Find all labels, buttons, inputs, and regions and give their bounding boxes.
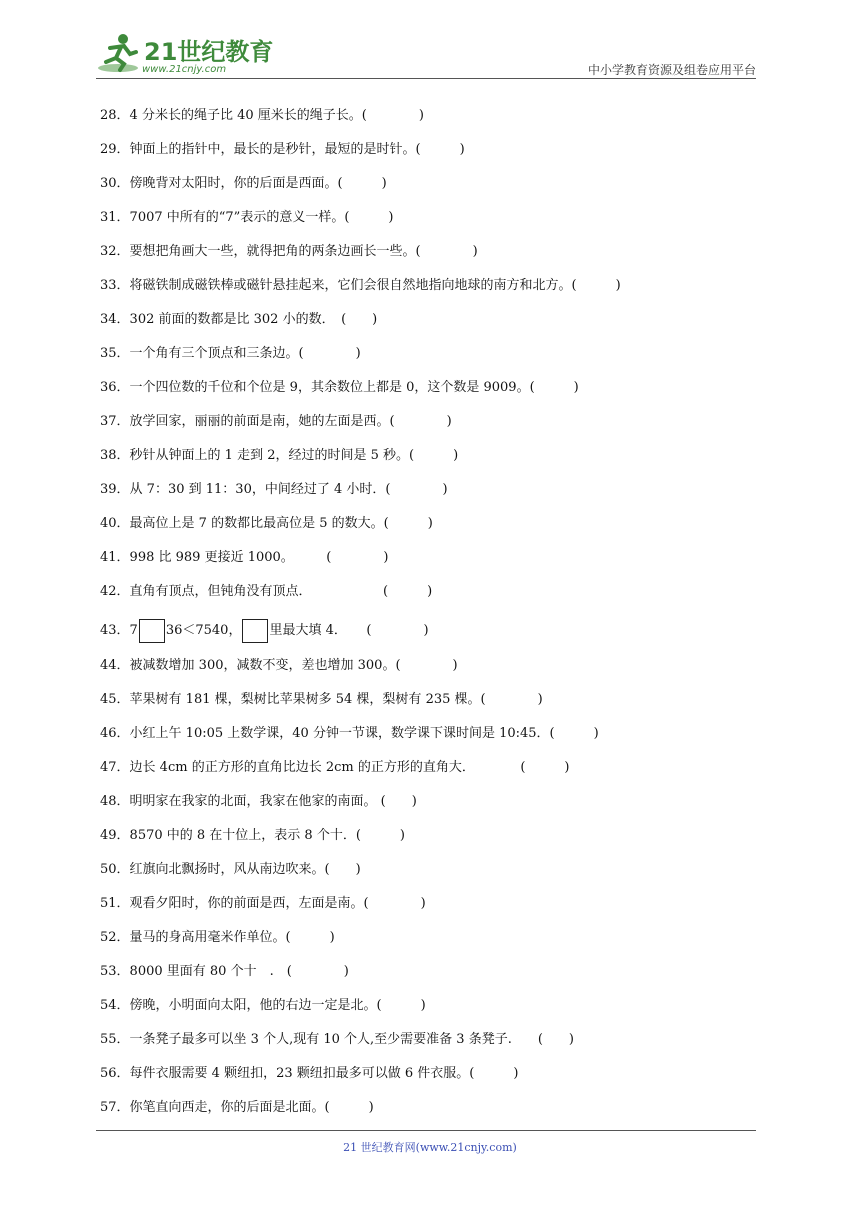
question-text: 被减数增加 300，减数不变，差也增加 300。( )	[129, 658, 458, 673]
question-text: 傍晚背对太阳时，你的后面是西面。( )	[129, 176, 387, 191]
question-item	[100, 548, 388, 568]
question-item	[100, 242, 478, 262]
question-number: 33．	[100, 278, 130, 293]
question-number: 39．	[100, 482, 130, 497]
question-item	[100, 1064, 518, 1084]
question-text: 明明家在我家的北面，我家在他家的南面。 ( )	[129, 794, 417, 809]
question-number: 29．	[100, 142, 130, 157]
question-item	[100, 724, 599, 744]
question-item	[100, 792, 417, 812]
question-item	[100, 140, 465, 160]
question-item	[100, 412, 452, 432]
question-number: 49．	[100, 828, 130, 843]
question-text: 7007 中所有的“7”表示的意义一样。( )	[129, 210, 394, 225]
question-text: 量马的身高用毫米作单位。( )	[129, 930, 335, 945]
question-item	[100, 446, 458, 466]
question-number: 36．	[100, 380, 130, 395]
question-item	[100, 826, 405, 846]
question-number: 41．	[100, 550, 130, 565]
question-number: 48．	[100, 794, 130, 809]
question-text: 将磁铁制成磁铁棒或磁针悬挂起来，它们会很自然地指向地球的南方和北方。( )	[129, 278, 621, 293]
question-text: 4 分米长的绳子比 40 厘米长的绳子长。( )	[129, 108, 424, 123]
question-text-part: 里最大填 4． ( )	[269, 623, 429, 638]
question-number: 53．	[100, 964, 130, 979]
question-text-part: 36＜7540，	[165, 623, 242, 638]
question-item	[100, 690, 543, 710]
question-number: 42．	[100, 584, 130, 599]
question-number: 51．	[100, 896, 130, 911]
question-number: 30．	[100, 176, 130, 191]
question-number: 31．	[100, 210, 130, 225]
site-logo	[96, 28, 274, 78]
logo-title: 21世纪教育	[144, 38, 274, 66]
question-item	[100, 106, 424, 126]
question-text: 小红上午 10:05 上数学课，40 分钟一节课，数学课下课时间是 10:45．( )	[129, 726, 599, 741]
question-number: 45．	[100, 692, 130, 707]
question-text: 直角有顶点，但钝角没有顶点． ( )	[129, 584, 433, 599]
question-item	[100, 962, 349, 982]
question-number: 37．	[100, 414, 130, 429]
header-divider	[96, 78, 756, 79]
question-text-part: 7	[129, 623, 138, 638]
question-number: 55．	[100, 1032, 130, 1047]
question-number: 52．	[100, 930, 130, 945]
question-text: 每件衣服需要 4 颗纽扣，23 颗纽扣最多可以做 6 件衣服。( )	[129, 1066, 519, 1081]
platform-name: 中小学教育资源及组卷应用平台	[587, 63, 756, 77]
question-text: 红旗向北飘扬时，风从南边吹来。( )	[129, 862, 361, 877]
footer-link[interactable]: 21 世纪教育网(www.21cnjy.com)	[343, 1141, 517, 1154]
runner-logo-icon	[96, 32, 142, 74]
question-text: 秒针从钟面上的 1 走到 2，经过的时间是 5 秒。( )	[129, 448, 459, 463]
question-text: 8000 里面有 80 个十 . ( )	[129, 964, 349, 979]
question-text: 8570 中的 8 在十位上，表示 8 个十．( )	[129, 828, 405, 843]
question-text: 你笔直向西走，你的后面是北面。( )	[129, 1100, 374, 1115]
question-number: 47．	[100, 760, 130, 775]
blank-box	[242, 619, 268, 643]
question-item	[100, 1030, 574, 1050]
question-number: 44．	[100, 658, 130, 673]
question-item	[100, 310, 377, 330]
question-number: 28．	[100, 108, 130, 123]
question-number: 40．	[100, 516, 130, 531]
question-item	[100, 758, 569, 778]
question-number: 38．	[100, 448, 130, 463]
question-item	[100, 208, 393, 228]
question-number: 43．	[100, 623, 130, 638]
question-text: 观看夕阳时，你的前面是西，左面是南。( )	[129, 896, 426, 911]
question-number: 46．	[100, 726, 130, 741]
page-header	[96, 28, 756, 78]
question-item	[100, 174, 387, 194]
question-number: 50．	[100, 862, 130, 877]
question-text: 一条凳子最多可以坐 3 个人,现有 10 个人,至少需要准备 3 条凳子. ( )	[129, 1032, 574, 1047]
question-item	[100, 1098, 374, 1118]
question-number: 34．	[100, 312, 130, 327]
question-item	[100, 378, 579, 398]
question-item	[100, 860, 361, 880]
question-number: 32．	[100, 244, 130, 259]
question-item	[100, 344, 361, 364]
question-number: 57．	[100, 1100, 130, 1115]
question-text: 要想把角画大一些，就得把角的两条边画长一些。( )	[129, 244, 478, 259]
question-item	[100, 894, 426, 914]
question-item	[100, 618, 429, 644]
question-text: 傍晚，小明面向太阳，他的右边一定是北。( )	[129, 998, 426, 1013]
question-item	[100, 480, 448, 500]
blank-box	[139, 619, 165, 643]
question-text: 边长 4cm 的正方形的直角比边长 2cm 的正方形的直角大． ( )	[129, 760, 570, 775]
question-text: 从 7：30 到 11：30，中间经过了 4 小时．( )	[129, 482, 448, 497]
question-item	[100, 276, 621, 296]
question-text: 一个四位数的千位和个位是 9，其余数位上都是 0，这个数是 9009。( )	[129, 380, 579, 395]
question-text: 钟面上的指针中，最长的是秒针，最短的是时针。( )	[129, 142, 465, 157]
question-text: 最高位上是 7 的数都比最高位是 5 的数大。( )	[129, 516, 433, 531]
question-text: 998 比 989 更接近 1000。 ( )	[129, 550, 389, 565]
question-number: 56．	[100, 1066, 130, 1081]
question-text: 一个角有三个顶点和三条边。( )	[129, 346, 361, 361]
question-text: 302 前面的数都是比 302 小的数． ( )	[129, 312, 378, 327]
question-item	[100, 656, 458, 676]
question-number: 35．	[100, 346, 130, 361]
question-text: 放学回家，丽丽的前面是南，她的左面是西。( )	[129, 414, 452, 429]
logo-url: www.21cnjy.com	[142, 64, 227, 75]
question-number: 54．	[100, 998, 130, 1013]
question-item	[100, 514, 433, 534]
footer-divider	[96, 1130, 756, 1131]
question-item	[100, 582, 432, 602]
question-item	[100, 996, 426, 1016]
question-text: 苹果树有 181 棵，梨树比苹果树多 54 棵，梨树有 235 棵。( )	[129, 692, 543, 707]
question-item	[100, 928, 335, 948]
